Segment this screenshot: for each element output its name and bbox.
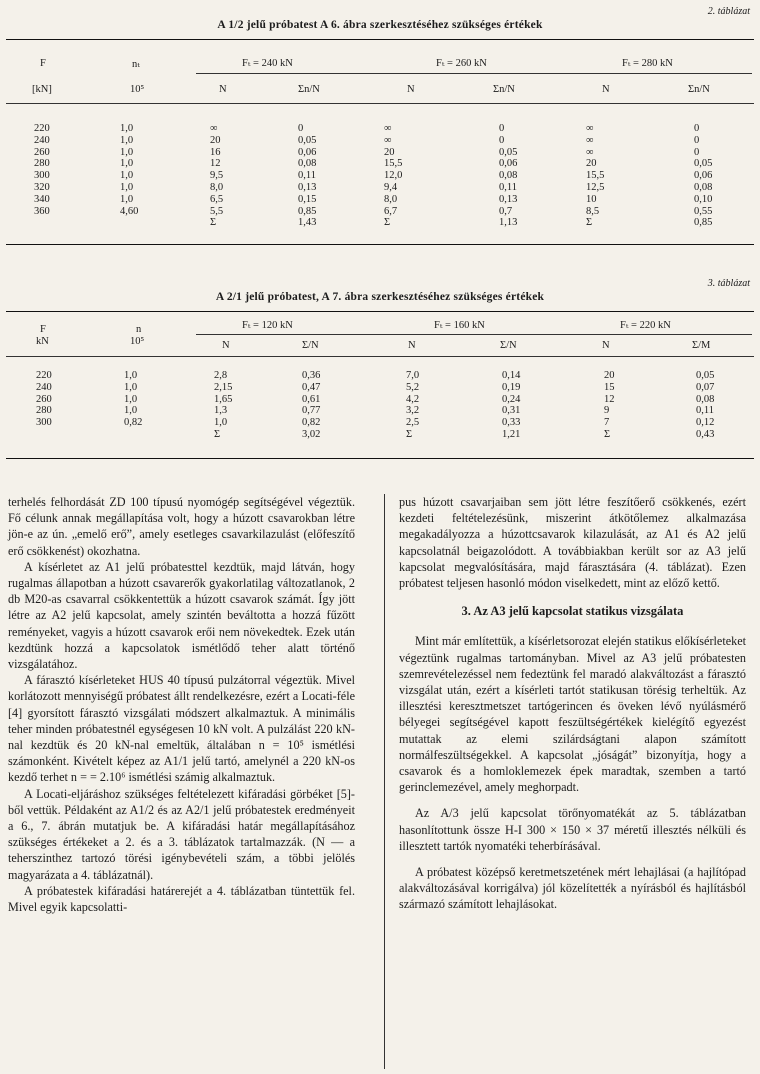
header-sub-5: N: [602, 84, 610, 95]
header-sub-3: N: [408, 340, 416, 351]
paragraph: A fárasztó kísérleteket HUS 40 típusú pulzátorral végeztük. Mivel korlátozott mennyiségű próbatest állt rendelkezésre, ezért a Locati-féle [4] gyorsított fárasztó vizsgálati módszert alkalmaztuk. A minimális teher minden próbatestnél egységesen 10 kN volt. A pulzálást 220 kN-nal kezdtük és 20 kN-nal emeltük, általában n = 10⁵ ismétlési számonként. Kivételt képez az A1/1 jelű tartó, amelynél a 220 kN-os kezdő terhet n = = 2.10⁶ ismétlési számig alkalmaztuk.: [8, 673, 355, 785]
header-sub-3: N: [407, 84, 415, 95]
table-cell: 2,8: [214, 370, 228, 381]
paragraph: A kísérletet az A1 jelű próbatesttel kezdtük, majd látván, hogy rugalmas állapotban a húzott csavarerők gyakorlatilag változatlanok, 2 db M20-as csavarral csökkentettük a húzott csavarok számát. Így jött létre az A2 jelű kapcsolat, amely szintén beváltotta a hozzá fűzött reményeket, vagyis a húzott csavarok erői nem növekedtek. Ezek után kezdtünk hozzá a kapcsolatok ismétlődő teher alatt történő vizsgálatához.: [8, 559, 355, 672]
table-cell: 0,43: [696, 428, 715, 440]
table-cell: Σ: [586, 217, 593, 229]
table-2: [6, 0, 754, 250]
header-group-3: Fₜ = 220 kN: [620, 320, 671, 331]
table-cell: 220: [34, 123, 50, 134]
table-cell: 9,5: [210, 170, 224, 182]
table-cell: 0,36: [302, 370, 321, 381]
col-n3: [586, 123, 604, 229]
table-cell: 0,11: [696, 405, 714, 417]
table-cell: 8,0: [384, 193, 398, 205]
group-rule: [196, 73, 752, 74]
col-s2: [502, 370, 520, 441]
table-cell: 240: [34, 134, 50, 146]
header-n-unit: 10⁵: [130, 84, 145, 95]
paragraph: A próbatest középső keretmetszetének mért lehajlásai (a hajlítópad alakváltozásával korrigálva) jól közelítették a nyírásból és hajlításból származó számított lehajlásokat.: [399, 865, 746, 912]
table-cell: 0,13: [499, 193, 518, 205]
table-cell: 300: [34, 170, 50, 182]
table-cell: 15,5: [384, 158, 403, 170]
table-cell: 0,06: [499, 158, 518, 170]
col-s3: [696, 370, 714, 441]
table-cell: 0,14: [502, 370, 521, 381]
header-n: nₜ: [132, 59, 140, 70]
paragraph: Mint már említettük, a kísérletsorozat elején statikus előkísérleteket végeztünk rugalmas tartományban. Mivel az A3 jelű próbatesten szemrevételezéssel nem fedeztünk fel maradó alakváltozást a fárasztó vizsgálat után, ezért a kísérleti tartót statikusan törésig terheltük. Az illesztési keresztmetszet tartógerincen és öveken lévő nyúlásmérő bélyegei segítségével kapott feszültségértékek kielégítő egyezést mutattak az elemi szilárdságtani alapon számított normálfeszültségekkel. A kapcsolat „jóságát” bizonyítja, hogy a csavarok és a homloklemezek épek maradtak, szemben a tartó gerinclemezével, amely meghorpadt.: [399, 634, 746, 795]
table-cell: 1,0: [124, 381, 138, 393]
table-cell: 0,47: [302, 381, 321, 393]
table-cell: 2,5: [406, 417, 420, 429]
table-cell: 240: [36, 381, 52, 393]
col-n1: [214, 370, 232, 441]
col-n2: [406, 370, 419, 441]
header-sub-4: Σn/N: [493, 84, 515, 95]
table-cell: ∞: [586, 134, 594, 146]
table-cell: 4,2: [406, 393, 420, 405]
table-cell: 0,06: [694, 170, 713, 182]
table-cell: 20: [604, 370, 615, 381]
header-rule: [6, 103, 754, 104]
table-cell: 9: [604, 405, 610, 417]
col-n1: [210, 123, 223, 229]
table-cell: 4,60: [120, 205, 139, 217]
paragraph: A próbatestek kifáradási határerejét a 4. táblázatban tüntettük fel. Mivel egyik kapcsolatti-: [8, 883, 355, 915]
table-cell: 0,07: [696, 381, 715, 393]
table-cell: 1,0: [214, 417, 228, 429]
table-cell: 6,5: [210, 193, 224, 205]
header-group-2: Fₜ = 260 kN: [436, 58, 487, 69]
table-cell: 15,5: [586, 170, 605, 182]
section-title: 3. Az A3 jelű kapcsolat statikus vizsgálata: [461, 604, 684, 619]
table-cell: 0,85: [694, 217, 713, 229]
table-cell: 1,0: [124, 405, 138, 417]
header-group-3: Fₜ = 280 kN: [622, 58, 673, 69]
table-cell: 0,19: [502, 381, 521, 393]
table-cell: 7: [604, 417, 610, 429]
table-cell: 1,21: [502, 428, 521, 440]
col-n2: [384, 123, 402, 229]
header-sub-4: Σ/N: [500, 340, 517, 351]
table-cell: 7,0: [406, 370, 420, 381]
table-cell: 220: [36, 370, 52, 381]
table-cell: 260: [34, 146, 50, 158]
table-number: 3. táblázat: [707, 278, 750, 289]
header-n-unit: 10⁵: [130, 336, 145, 347]
header-rule: [6, 356, 754, 357]
table-cell: 280: [36, 405, 52, 417]
table-cell: Σ: [384, 217, 391, 229]
table-cell: 0,31: [502, 405, 521, 417]
table-cell: 0,33: [502, 417, 521, 429]
group-rule: [196, 334, 752, 335]
table-cell: 340: [34, 193, 50, 205]
paragraph: A Locati-eljáráshoz szükséges feltételezett kifáradási görbéket [5]-ből vettük. Példaként az A1/2 és az A2/1 jelű próbatestek eredményeit a 6., 7. ábrán mutatjuk be. A kifáradási határ megállapításához szükséges értékeket a 2. és a 3. táblázatok tartalmazzák. (N — a teherszinthez tartozó törési igénybevételi szám, a többi jelölés magyarázata a 4. táblázatnál).: [8, 786, 355, 882]
table-cell: 12,5: [586, 181, 605, 193]
table-cell: 0,85: [298, 205, 317, 217]
table-cell: Σ: [406, 428, 413, 440]
paragraph: terhelés felhordását ZD 100 típusú nyomógép segítségével végeztük. Fő célunk annak megállapítása volt, hogy a húzott csavarokban létre jön-e az ún. „emelő erő”, amely esetleges csavarkilazulást (előfeszítő erő csökkenést) okozhatna.: [8, 495, 355, 558]
table-cell: ∞: [210, 123, 218, 134]
header-f-unit: kN: [36, 336, 49, 347]
table-cell: 1,0: [120, 181, 134, 193]
paragraph: pus húzott csavarjaiban sem jött létre feszítőerő csökkenés, ezért kezdeti feltételezésünk, miszerint átkötőlemez alkalmazása megakadályozza a húzottcsavarok kilazulását, az A1 és A2 jelű kapcsolatnál beigazolódott. A továbbiakban került sor az A3 jelű kapcsolat megvalósítására, majd fárasztására (4. táblázat). Ezen próbatest teljesen hasonló módon viselkedett, mint az előző kettő.: [399, 495, 746, 591]
col-s1: [302, 370, 320, 441]
table-cell: Σ: [214, 428, 221, 440]
table-cell: 1,0: [120, 170, 134, 182]
table-cell: 0,11: [499, 181, 517, 193]
table-cell: 360: [34, 205, 50, 217]
table-cell: ∞: [384, 123, 392, 134]
table-cell: 0,08: [696, 393, 715, 405]
table-cell: 3,02: [302, 428, 321, 440]
table-cell: 0,13: [298, 181, 317, 193]
table-cell: 8,0: [210, 181, 224, 193]
table-cell: 9,4: [384, 181, 398, 193]
table-cell: 0: [694, 146, 700, 158]
table-cell: 0,7: [499, 205, 513, 217]
table-cell: 0,55: [694, 205, 713, 217]
left-text-column: [8, 494, 355, 915]
table-cell: 5,5: [210, 205, 224, 217]
table-cell: 0,11: [298, 170, 316, 182]
table-cell: ∞: [384, 134, 392, 146]
table-body: [6, 123, 754, 243]
table-cell: 1,3: [214, 405, 228, 417]
table-cell: 260: [36, 393, 52, 405]
table-rule: [6, 39, 754, 40]
header-sub-2: Σ/N: [302, 340, 319, 351]
header-sub-2: Σn/N: [298, 84, 320, 95]
table-cell: ∞: [586, 146, 594, 158]
col-s1: [298, 123, 316, 229]
table-cell: 8,5: [586, 205, 600, 217]
table-title: A 2/1 jelű próbatest, A 7. ábra szerkesztéséhez szükséges értékek: [215, 291, 545, 303]
table-cell: 280: [34, 158, 50, 170]
table-cell: 0: [499, 134, 505, 146]
table-cell: Σ: [210, 217, 217, 229]
table-cell: 0,12: [696, 417, 715, 429]
table-cell: 0,05: [694, 158, 713, 170]
table-cell: 1,0: [120, 146, 134, 158]
header-sub-5: N: [602, 340, 610, 351]
table-cell: 20: [210, 134, 221, 146]
table-cell: 1,43: [298, 217, 317, 229]
table-cell: 1,65: [214, 393, 233, 405]
header-group-1: Fₜ = 240 kN: [242, 58, 293, 69]
col-n: [120, 123, 138, 217]
table-cell: 1,0: [120, 193, 134, 205]
table-cell: 1,0: [120, 134, 134, 146]
table-cell: 0,15: [298, 193, 317, 205]
header-sub-1: N: [222, 340, 230, 351]
table-cell: 0,05: [499, 146, 518, 158]
right-text-column: [399, 494, 746, 913]
col-n: [124, 370, 142, 429]
table-cell: 2,15: [214, 381, 233, 393]
table-cell: 0: [499, 123, 505, 134]
table-cell: 0,06: [298, 146, 317, 158]
table-title: A 1/2 jelű próbatest A 6. ábra szerkesztéséhez szükséges értékek: [217, 19, 543, 31]
table-cell: 0,61: [302, 393, 321, 405]
table-cell: 5,2: [406, 381, 420, 393]
table-number: 2. táblázat: [707, 6, 750, 17]
header-f: F: [40, 58, 46, 69]
table-cell: 10: [586, 193, 597, 205]
table-cell: 0,05: [298, 134, 317, 146]
header-group-1: Fₜ = 120 kN: [242, 320, 293, 331]
table-cell: 0,24: [502, 393, 521, 405]
table-body: [6, 370, 754, 450]
table-bottom-rule: [6, 458, 754, 459]
table-rule: [6, 311, 754, 312]
table-cell: 300: [36, 417, 52, 429]
table-cell: 12,0: [384, 170, 403, 182]
table-cell: 0,05: [696, 370, 715, 381]
table-cell: 0,08: [499, 170, 518, 182]
table-cell: ∞: [586, 123, 594, 134]
header-f-unit: [kN]: [32, 84, 52, 95]
table-cell: 15: [604, 381, 615, 393]
col-s2: [499, 123, 517, 229]
table-cell: 20: [384, 146, 395, 158]
table-cell: 0,08: [694, 181, 713, 193]
col-f: [36, 370, 52, 429]
table-cell: 0: [694, 134, 700, 146]
table-cell: Σ: [604, 428, 611, 440]
col-f: [34, 123, 50, 217]
table-cell: 6,7: [384, 205, 398, 217]
table-cell: 1,0: [124, 393, 138, 405]
table-cell: 0: [694, 123, 700, 134]
table-cell: 12: [210, 158, 221, 170]
table-cell: 320: [34, 181, 50, 193]
table-cell: 1,0: [124, 370, 138, 381]
paragraph: Az A/3 jelű kapcsolat törőnyomatékát az 5. táblázatban hasonlítottunk össze H-I 300 × 150 × 37 méretű illesztés nélküli és illesztett tartók nyomatéki teherbírásával.: [399, 806, 746, 853]
table-cell: 0,77: [302, 405, 321, 417]
header-sub-1: N: [219, 84, 227, 95]
header-n: n: [136, 324, 142, 335]
header-sub-6: Σ/M: [692, 340, 711, 351]
column-divider: [384, 494, 385, 1069]
table-cell: 0,08: [298, 158, 317, 170]
table-cell: 20: [586, 158, 597, 170]
col-n3: [604, 370, 615, 441]
table-bottom-rule: [6, 244, 754, 245]
table-cell: 1,13: [499, 217, 518, 229]
table-cell: 0,82: [302, 417, 321, 429]
table-3: [6, 272, 754, 462]
col-s3: [694, 123, 712, 229]
table-cell: 0,82: [124, 417, 143, 429]
table-cell: 0: [298, 123, 304, 134]
table-cell: 12: [604, 393, 615, 405]
table-cell: 0,10: [694, 193, 713, 205]
header-group-2: Fₜ = 160 kN: [434, 320, 485, 331]
table-cell: 16: [210, 146, 221, 158]
table-cell: 3,2: [406, 405, 420, 417]
table-cell: 1,0: [120, 158, 134, 170]
header-sub-6: Σn/N: [688, 84, 710, 95]
table-cell: 1,0: [120, 123, 134, 134]
header-f: F: [40, 324, 46, 335]
